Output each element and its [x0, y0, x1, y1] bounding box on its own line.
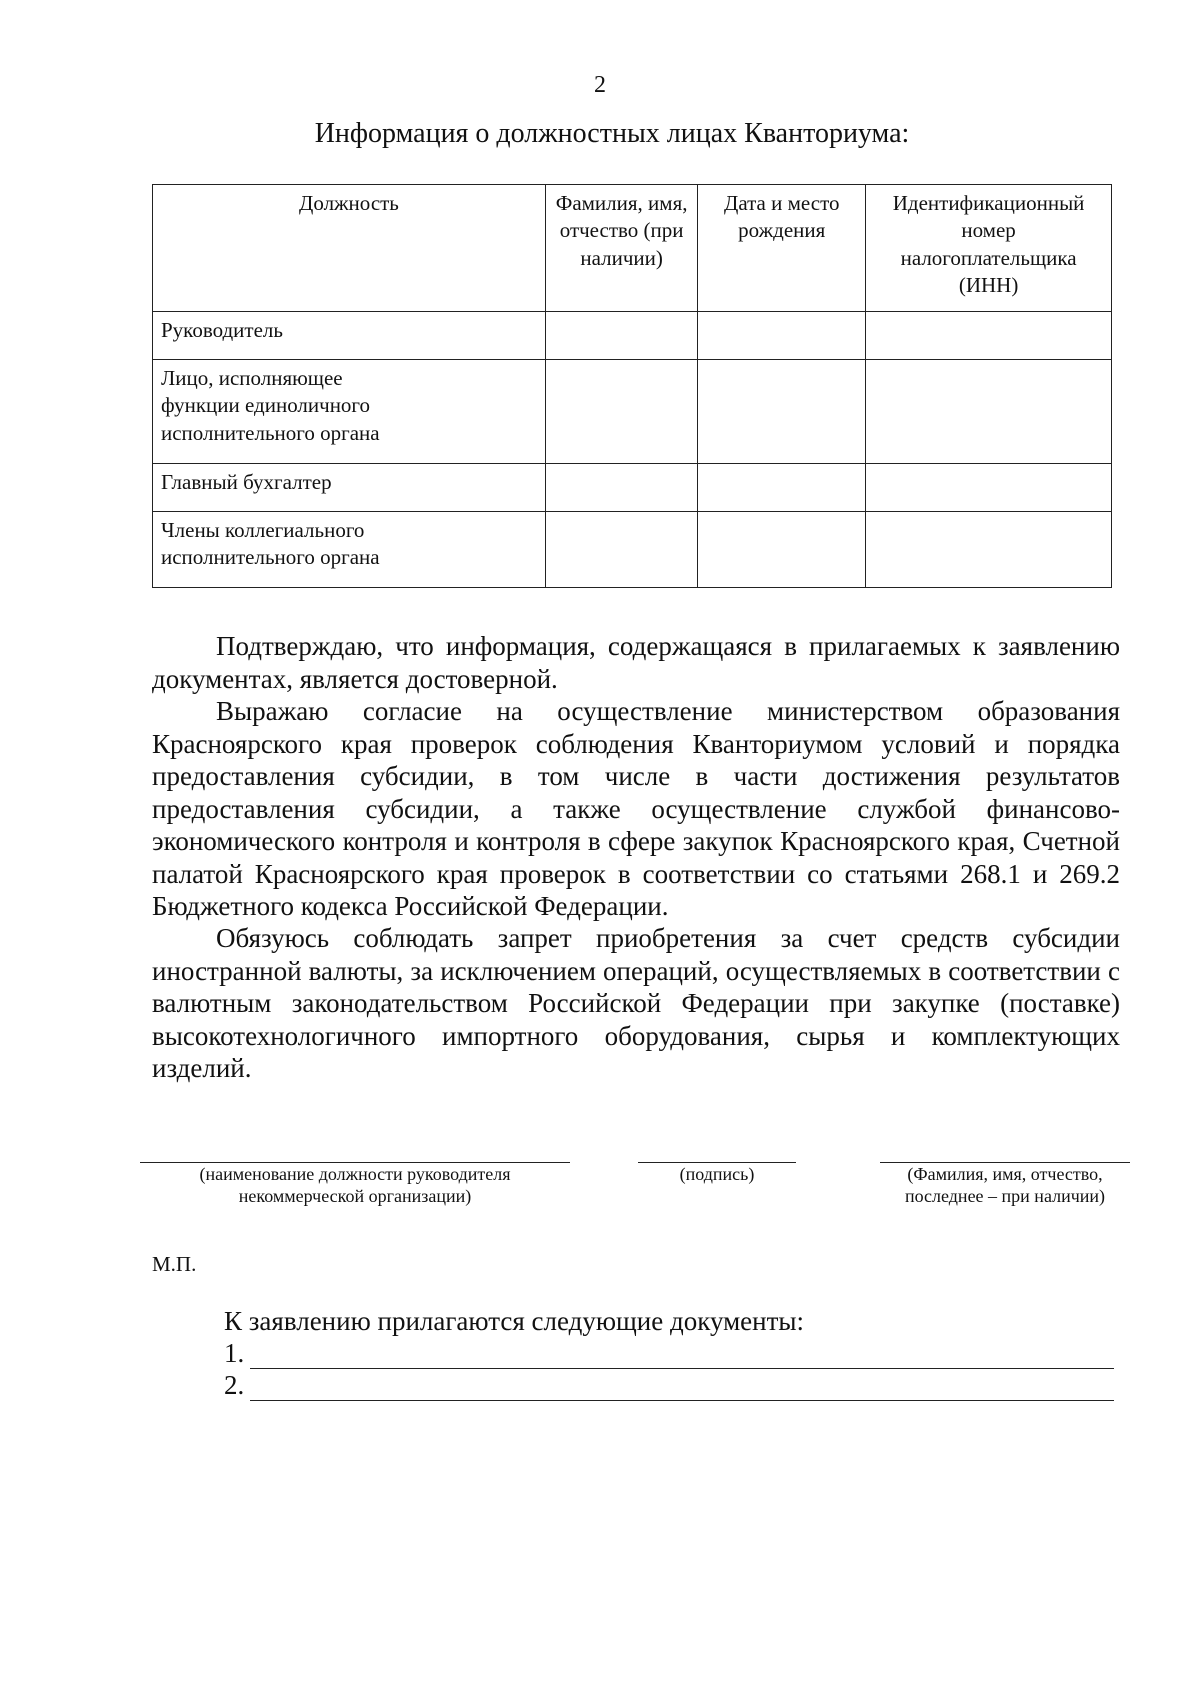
attachment-blank-line — [250, 1344, 1114, 1369]
header-inn: Идентификационный номер налогоплательщика (ИНН) — [866, 185, 1112, 312]
consent-paragraph — [152, 695, 1120, 923]
cell-inn — [866, 512, 1112, 588]
attachment-item — [224, 1338, 1114, 1369]
cell-position: Главный бухгалтер — [153, 464, 546, 512]
table-row — [153, 464, 1112, 512]
cell-inn — [866, 312, 1112, 360]
table-row — [153, 360, 1112, 464]
obligation-text: Обязуюсь соблюдать запрет приобретения за счет средств субсидии иностранной валюты, за исключением операций, осуществляемых в соответствии с валютным законодательством Российской Федерации при закупке (поставке) высокотехнологичного импортного оборудования, сырья и комплектующих изделий. — [152, 923, 1120, 1083]
cell-inn — [866, 464, 1112, 512]
attachment-item — [224, 1370, 1114, 1401]
table-row — [153, 512, 1112, 588]
confirmation-text: Подтверждаю, что информация, содержащаяся в прилагаемых к заявлению документах, является достоверной. — [152, 631, 1120, 694]
attachment-number: 2. — [224, 1370, 245, 1400]
cell-position: Руководитель — [153, 312, 546, 360]
page-number: 2 — [594, 72, 606, 98]
cell-inn — [866, 360, 1112, 464]
header-full-name: Фамилия, имя, отчество (при наличии) — [545, 185, 697, 312]
obligation-paragraph — [152, 922, 1120, 1085]
consent-text: Выражаю согласие на осуществление министерством образования Красноярского края проверок соблюдения Кванториумом условий и порядка предоставления субсидии, в том числе в части достижения результатов предоставления субсидии, а также осуществление службой финансово-экономического контроля и контроля в сфере закупок Красноярского края, Счетной палатой Красноярского края проверок в соответствии со статьями 268.1 и 269.2 Бюджетного кодекса Российской Федерации. — [152, 696, 1120, 921]
cell-birth — [698, 512, 866, 588]
signature-sign-block — [638, 1162, 796, 1185]
cell-position: Члены коллегиального исполнительного органа — [153, 512, 546, 588]
confirmation-paragraph — [152, 630, 1120, 695]
attachments-title: К заявлению прилагаются следующие документы: — [224, 1306, 805, 1336]
header-birth: Дата и место рождения — [698, 185, 866, 312]
table-row — [153, 312, 1112, 360]
header-position: Должность — [153, 185, 546, 312]
page-title: Информация о должностных лицах Кванториума: — [314, 118, 910, 149]
signature-position-block — [140, 1162, 570, 1207]
signature-name-block — [880, 1162, 1130, 1207]
signature-sign-label: (подпись) — [679, 1164, 755, 1184]
cell-birth — [698, 360, 866, 464]
cell-birth — [698, 464, 866, 512]
cell-name — [545, 464, 697, 512]
stamp-label: М.П. — [152, 1252, 197, 1276]
signature-name-label: (Фамилия, имя, отчество, последнее – при наличии) — [904, 1164, 1106, 1206]
signature-position-label: (наименование должности руководителя некоммерческой организации) — [199, 1164, 511, 1206]
cell-name — [545, 312, 697, 360]
cell-birth — [698, 312, 866, 360]
officials-table — [152, 184, 1112, 588]
cell-position: Лицо, исполняющее функции единоличного исполнительного органа — [153, 360, 546, 464]
cell-name — [545, 360, 697, 464]
attachment-number: 1. — [224, 1338, 245, 1368]
cell-name — [545, 512, 697, 588]
attachment-blank-line — [250, 1376, 1114, 1401]
table-header-row — [153, 185, 1112, 312]
